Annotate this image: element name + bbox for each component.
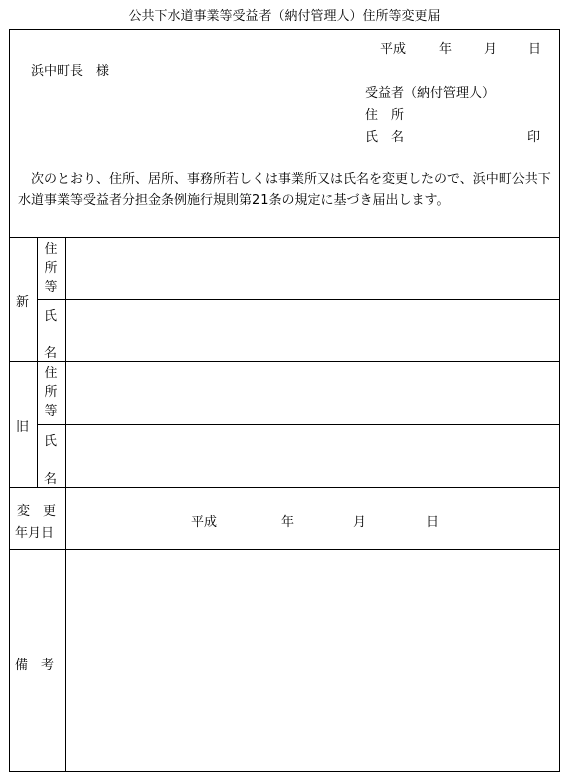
statement-text: 次のとおり、住所、居所、事務所若しくは事業所又は氏名を変更したので、浜中町公共下水道事業等受益者分担金条例施行規則第21条の規定に基づき届出します。 [18,172,551,208]
date-month: 月 [484,42,498,57]
new-name-char-1: 氏 [44,309,58,324]
change-date-month: 月 [353,515,367,530]
char: 所 [44,261,58,276]
new-address-label [37,240,65,297]
old-name-char-1: 氏 [44,434,58,449]
seal-mark: 印 [527,130,541,145]
char: 等 [44,404,58,419]
old-name-char-2: 名 [44,472,58,487]
char: 住 [44,242,58,257]
date-era: 平成 [380,42,407,57]
new-name-field[interactable] [66,300,559,361]
change-date-era: 平成 [191,515,218,530]
change-date-year: 年 [281,515,295,530]
applicant-address-label: 住 所 [365,108,405,123]
change-date-day: 日 [426,515,440,530]
change-date-label-1: 変 更 [17,504,57,519]
old-name-field[interactable] [66,425,559,487]
applicant-label: 受益者（納付管理人） [365,86,496,101]
char: 住 [44,366,58,381]
date-year: 年 [439,42,453,57]
addressee: 浜中町長 様 [31,64,110,79]
remarks-field[interactable] [66,550,559,771]
applicant-name-label: 氏 名 [365,130,405,145]
new-label: 新 [16,295,30,310]
date-day: 日 [528,42,542,57]
old-address-field[interactable] [66,362,559,424]
change-date-label-2: 年月日 [15,526,55,541]
old-change-divider [9,487,560,488]
new-name-char-2: 名 [44,346,58,361]
char: 等 [44,280,58,295]
remarks-label: 備 考 [15,658,55,673]
form-title: 公共下水道事業等受益者（納付管理人）住所等変更届 [128,9,441,24]
old-label: 旧 [16,420,30,435]
old-address-label [37,364,65,421]
new-address-field[interactable] [66,238,559,299]
char: 所 [44,385,58,400]
